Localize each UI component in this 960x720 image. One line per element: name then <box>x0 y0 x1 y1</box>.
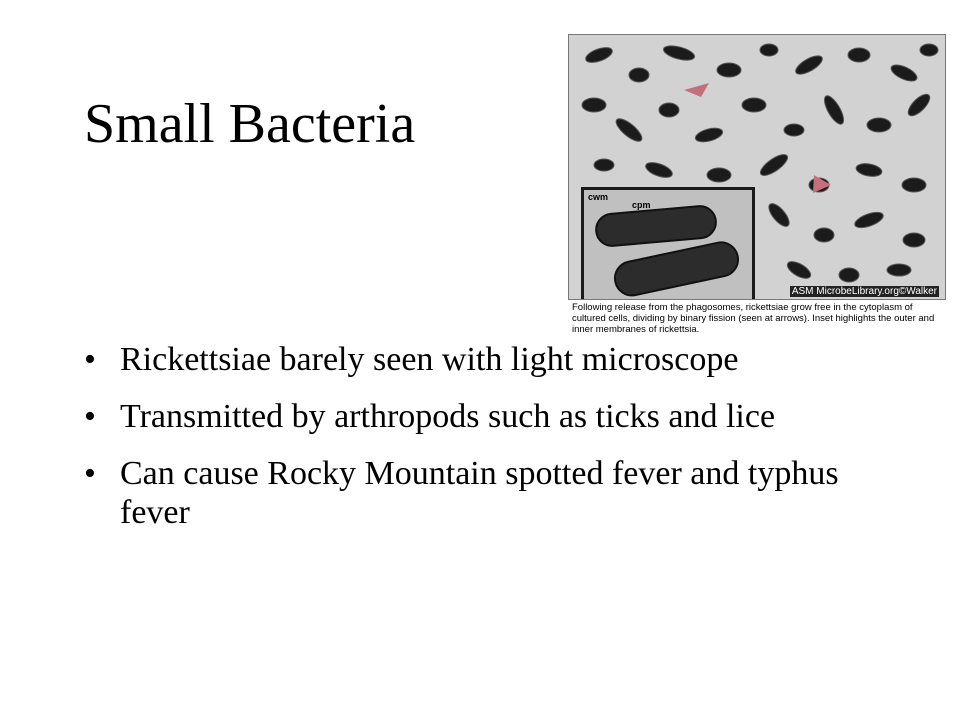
bullet-icon: • <box>84 341 96 378</box>
bullet-list <box>84 340 914 550</box>
bullet-item <box>84 454 914 532</box>
micrograph-inset <box>581 187 755 300</box>
bullet-text: Rickettsiae barely seen with light microscope <box>120 341 739 378</box>
bullet-item <box>84 340 914 379</box>
inset-label-cpm: cpm <box>632 200 651 210</box>
image-credit: ASM MicrobeLibrary.org©Walker <box>791 286 937 297</box>
bullet-item <box>84 397 914 436</box>
bullet-text: Transmitted by arthropods such as ticks and lice <box>120 398 776 435</box>
micrograph-image <box>568 34 946 300</box>
inset-label-cwm: cwm <box>588 192 609 202</box>
inset-texture <box>584 190 752 300</box>
figure-caption: Following release from the phagosomes, rickettsiae grow free in the cytoplasm of cultured cells, dividing by binary fission (seen at arrows). Inset highlights the outer and inner membranes of rickettsia. <box>572 302 935 335</box>
micrograph-figure <box>560 30 950 335</box>
bullet-text: Can cause Rocky Mountain spotted fever and typhus fever <box>120 455 839 531</box>
slide-title: Small Bacteria <box>84 93 416 155</box>
bullet-icon: • <box>84 455 96 492</box>
bullet-icon: • <box>84 398 96 435</box>
